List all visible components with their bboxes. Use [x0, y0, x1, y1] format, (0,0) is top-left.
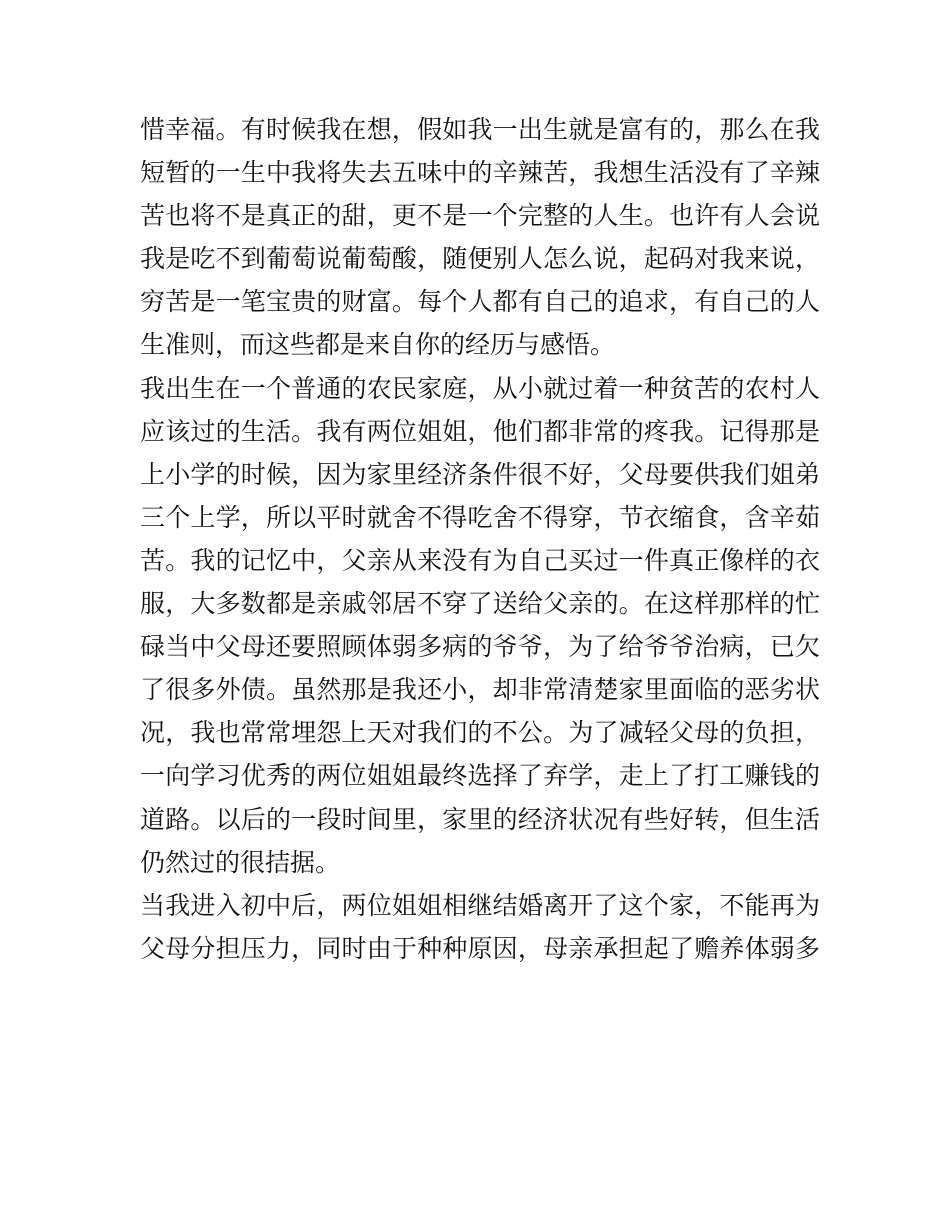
text-line: 我是吃不到葡萄说葡萄酸，随便别人怎么说，起码对我来说， [140, 244, 820, 274]
text-line: 苦也将不是真正的甜，更不是一个完整的人生。也许有人会说 [140, 201, 820, 231]
text-line: 了很多外债。虽然那是我还小，却非常清楚家里面临的恶劣状 [140, 675, 820, 705]
body-text [140, 108, 820, 970]
text-line: 服，大多数都是亲戚邻居不穿了送给父亲的。在这样那样的忙 [140, 589, 820, 619]
text-line: 短暂的一生中我将失去五味中的辛辣苦，我想生活没有了辛辣 [140, 158, 820, 188]
text-line: 三个上学，所以平时就舍不得吃舍不得穿，节衣缩食，含辛茹 [140, 502, 820, 532]
text-line: 应该过的生活。我有两位姐姐，他们都非常的疼我。记得那是 [140, 416, 820, 446]
text-line: 碌当中父母还要照顾体弱多病的爷爷，为了给爷爷治病，已欠 [140, 632, 820, 662]
text-line: 父母分担压力，同时由于种种原因，母亲承担起了赡养体弱多 [140, 933, 820, 963]
text-line: 上小学的时候，因为家里经济条件很不好，父母要供我们姐弟 [140, 459, 820, 489]
text-line: 生准则，而这些都是来自你的经历与感悟。 [140, 330, 616, 360]
text-line: 惜幸福。有时候我在想，假如我一出生就是富有的，那么在我 [140, 115, 820, 144]
text-line: 道路。以后的一段时间里，家里的经济状况有些好转，但生活 [140, 804, 820, 834]
text-line: 穷苦是一笔宝贵的财富。每个人都有自己的追求，有自己的人 [140, 287, 820, 317]
text-line: 我出生在一个普通的农民家庭，从小就过着一种贫苦的农村人 [140, 373, 820, 403]
text-line: 当我进入初中后，两位姐姐相继结婚离开了这个家，不能再为 [140, 890, 820, 920]
text-line: 况，我也常常埋怨上天对我们的不公。为了减轻父母的负担， [140, 718, 820, 748]
text-line: 仍然过的很拮据。 [140, 847, 341, 877]
text-line: 一向学习优秀的两位姐姐最终选择了弃学，走上了打工赚钱的 [140, 761, 820, 791]
text-line: 苦。我的记忆中，父亲从来没有为自己买过一件真正像样的衣 [140, 545, 820, 575]
